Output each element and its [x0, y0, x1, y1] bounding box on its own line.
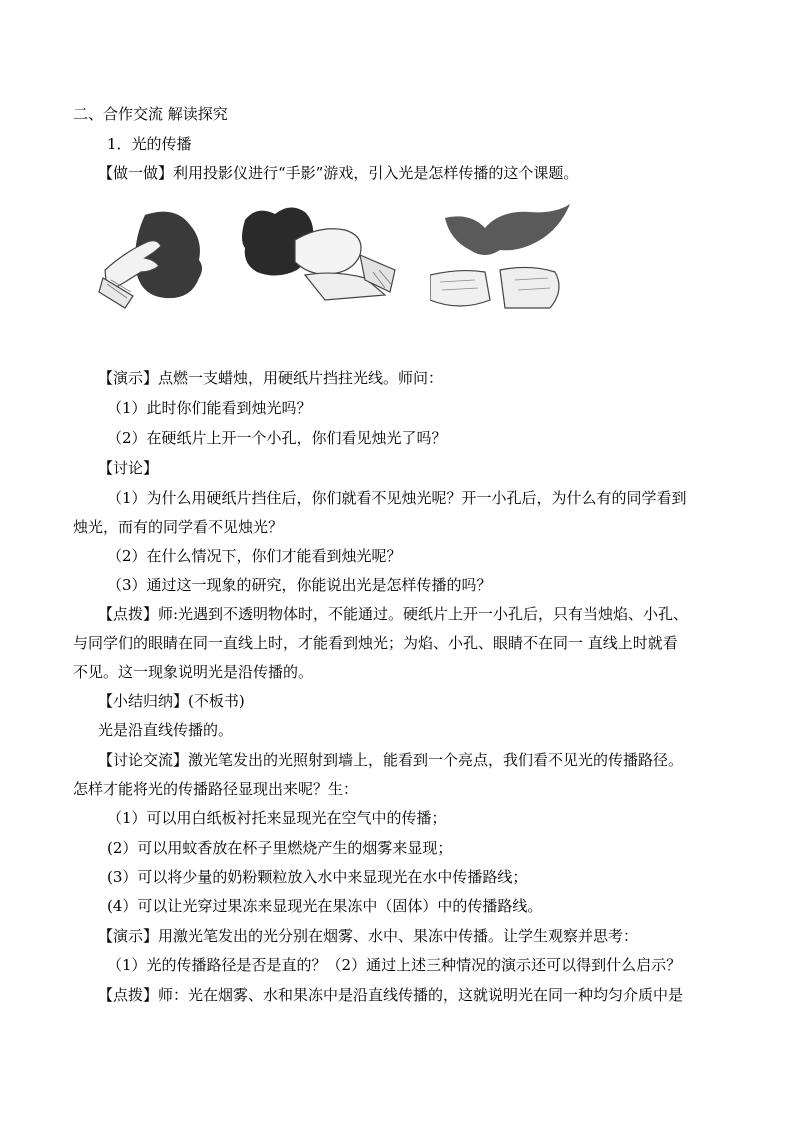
question-2: （2）在硬纸片上开一个小孔，你们看见烛光了吗？ — [107, 429, 447, 447]
hand-shadow-figures — [95, 200, 575, 320]
summary-heading: 【小结归纳】(不板书) — [98, 692, 245, 710]
discuss-2: （2）在什么情况下，你们才能看到烛光呢？ — [107, 547, 402, 565]
demo-2-paragraph: 【演示】用激光笔发出的光分别在烟雾、水中、果冻中传播。让学生观察并思考： — [98, 927, 639, 945]
hand-shadow-dog-image — [235, 200, 405, 315]
tip-1-line-1: 【点拨】师:光遇到不透明物体时，不能通过。硬纸片上开一小孔后，只有当烛焰、小孔、 — [98, 605, 689, 623]
section-title: 二、合作交流 解读探究 — [73, 105, 228, 123]
demo-paragraph: 【演示】点燃一支蜡烛，用硬纸片挡拄光线。师问： — [98, 369, 444, 387]
discuss-1-line-2: 烛光，而有的同学看不见烛光？ — [73, 518, 284, 536]
do-it-paragraph: 【做一做】利用投影仪进行“手影”游戏，引入光是怎样传播的这个课题。 — [98, 164, 579, 182]
exchange-line-1: 【讨论交流】激光笔发出的光照射到墙上，能看到一个亮点，我们看不见光的传播路径。 — [98, 751, 684, 769]
tip-2-line-1: 【点拨】师：光在烟雾、水和果冻中是沿直线传播的，这就说明光在同一种均匀介质中是 — [98, 986, 684, 1004]
discuss-3: （3）通过这一现象的研究，你能说出光是怎样传播的吗？ — [107, 576, 492, 594]
subsection-title: 1．光的传播 — [107, 135, 192, 153]
question-1: （1）此时你们能看到烛光吗？ — [107, 399, 312, 417]
discuss-heading: 【讨论】 — [98, 459, 159, 477]
tip-1-line-2: 与同学们的眼睛在同一直线上时，才能看到烛光；为焰、小孔、眼睛不在同一 直线上时就看 — [73, 634, 678, 652]
exchange-item-1: （1）可以用白纸板衬托来显现光在空气中的传播； — [107, 809, 447, 827]
exchange-line-2: 怎样才能将光的传播路径显现出来呢？生： — [73, 780, 359, 798]
hand-shadow-bird-image — [430, 200, 575, 315]
exchange-item-3: (3）可以将少量的奶粉颗粒放入水中来显现光在水中传播路线； — [107, 868, 528, 886]
tip-1-line-3: 不见。这一现象说明光是沿传播的。 — [73, 663, 314, 681]
exchange-item-2: (2）可以用蚊香放在杯子里燃烧产生的烟雾来显现； — [107, 839, 453, 857]
summary-text: 光是沿直线传播的。 — [98, 721, 234, 739]
exchange-item-4: (4）可以让光穿过果冻来显现光在果冻中（固体）中的传播路线。 — [107, 897, 543, 915]
discuss-1-line-1: （1）为什么用硬纸片挡住后，你们就看不见烛光呢？开一小孔后，为什么有的同学看到 — [107, 489, 687, 507]
hand-shadow-face-image — [95, 200, 215, 315]
think-questions: （1）光的传播路径是否是直的？（2）通过上述三种情况的演示还可以得到什么启示？ — [107, 956, 682, 974]
